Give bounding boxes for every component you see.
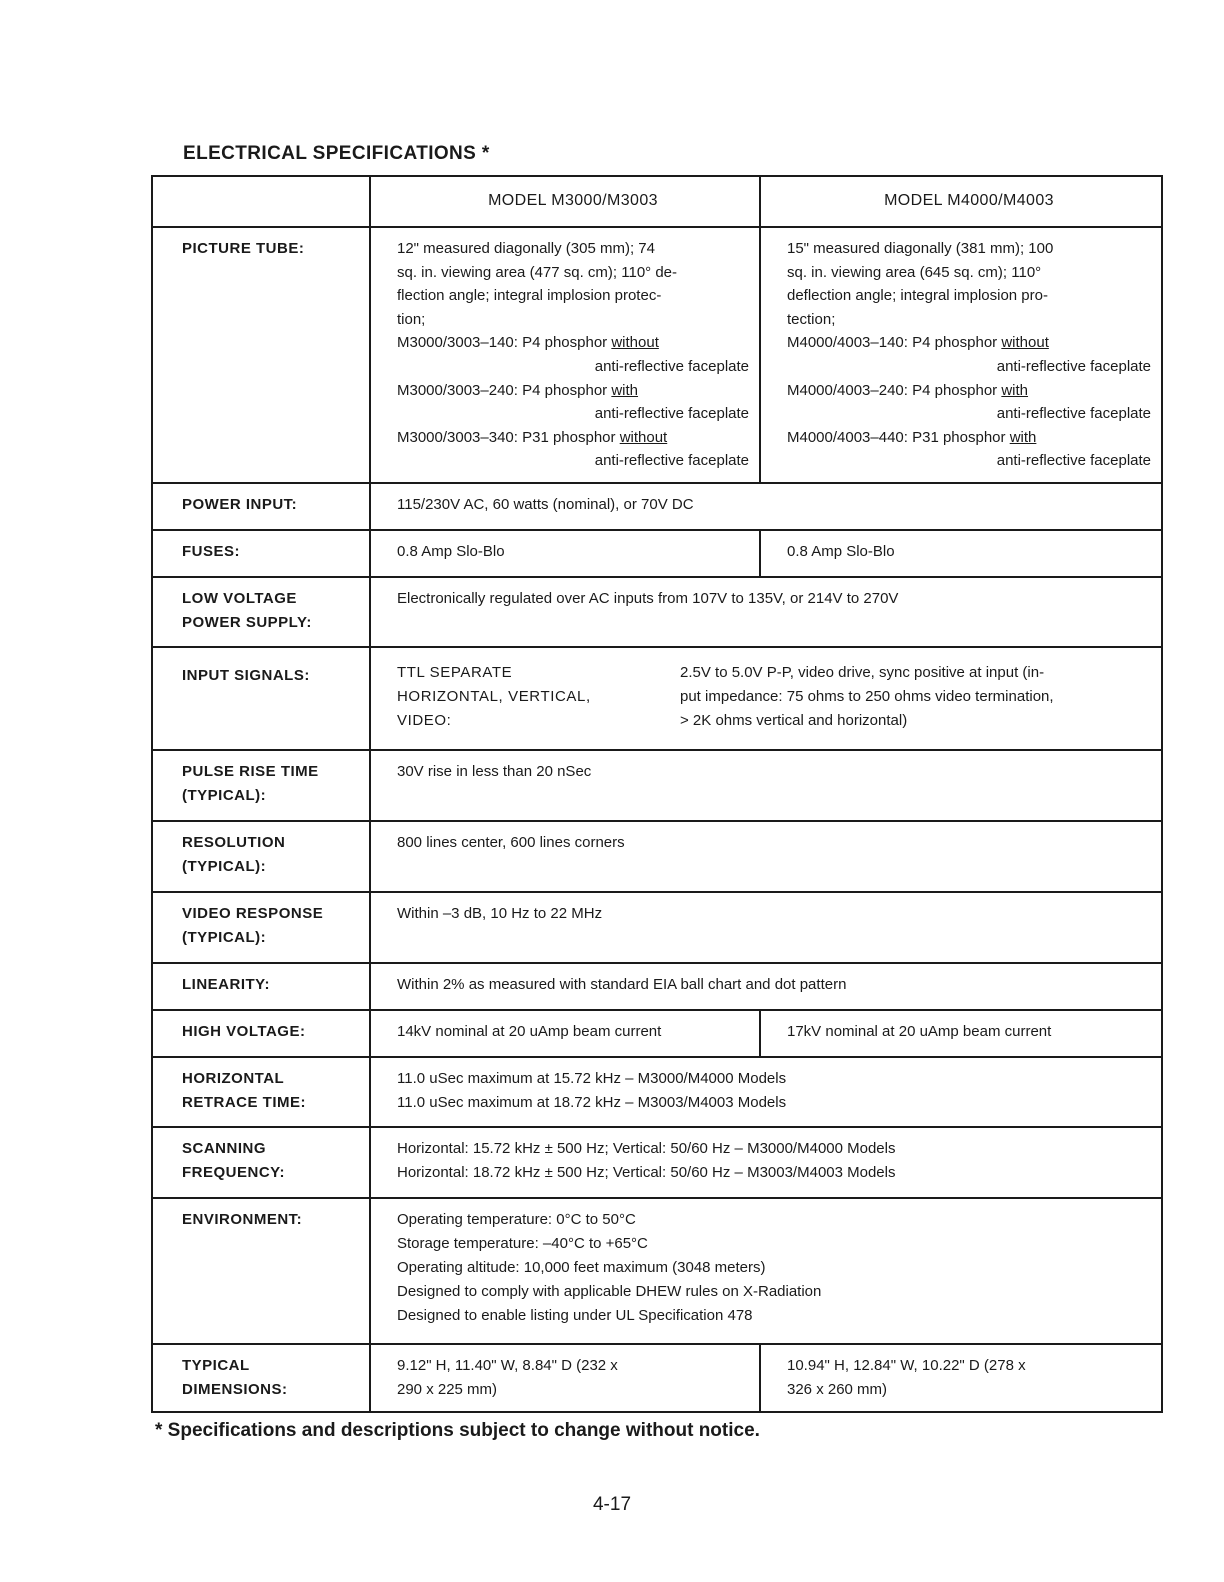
label-dimensions: TYPICAL DIMENSIONS: — [152, 1344, 370, 1412]
value-environment: Operating temperature: 0°C to 50°C Storage temperature: –40°C to +65°C Operating altitude: 10,000 feet maximum (3048 meters) Designed to comply with applicable DHEW rules on X-Radiation Designed to enable listing under UL Specification 478 — [370, 1198, 1162, 1344]
label-fuses: FUSES: — [152, 530, 370, 577]
value-dimensions-m3000: 9.12" H, 11.40" W, 8.84" D (232 x 290 x 225 mm) — [370, 1344, 760, 1412]
row-scanning-frequency — [152, 1127, 1162, 1198]
row-input-signals — [152, 647, 1162, 750]
value-high-voltage-m3000: 14kV nominal at 20 uAmp beam current — [370, 1010, 760, 1057]
label-power-input: POWER INPUT: — [152, 483, 370, 530]
value-high-voltage-m4000: 17kV nominal at 20 uAmp beam current — [760, 1010, 1162, 1057]
value-resolution: 800 lines center, 600 lines corners — [370, 821, 1162, 892]
value-video-response: Within –3 dB, 10 Hz to 22 MHz — [370, 892, 1162, 963]
page-title: ELECTRICAL SPECIFICATIONS * — [183, 143, 490, 164]
picture-tube-m4000: 15" measured diagonally (381 mm); 100 sq. in. viewing area (645 sq. cm); 110° deflection angle; integral implosion pro- tection; M4000/4003–140: P4 phosphor without anti-reflective faceplate M4000/4003–240: P4 phosphor with anti-reflective faceplate M4000/4003–440: P31 phosphor with anti-reflective faceplate — [760, 227, 1162, 483]
footnote: * Specifications and descriptions subject to change without notice. — [155, 1420, 760, 1441]
label-picture-tube: PICTURE TUBE: — [152, 227, 370, 483]
label-input-signals: INPUT SIGNALS: — [152, 647, 370, 750]
label-video-response: VIDEO RESPONSE (TYPICAL): — [152, 892, 370, 963]
value-pulse-rise-time: 30V rise in less than 20 nSec — [370, 750, 1162, 821]
value-low-voltage: Electronically regulated over AC inputs from 107V to 135V, or 214V to 270V — [370, 577, 1162, 647]
row-video-response — [152, 892, 1162, 963]
label-pulse-rise-time: PULSE RISE TIME (TYPICAL): — [152, 750, 370, 821]
row-low-voltage — [152, 577, 1162, 647]
row-fuses — [152, 530, 1162, 577]
header-blank — [152, 176, 370, 227]
label-scanning-frequency: SCANNING FREQUENCY: — [152, 1127, 370, 1198]
label-low-voltage: LOW VOLTAGE POWER SUPPLY: — [152, 577, 370, 647]
header-row — [152, 176, 1162, 227]
label-resolution: RESOLUTION (TYPICAL): — [152, 821, 370, 892]
value-fuses-m4000: 0.8 Amp Slo-Blo — [760, 530, 1162, 577]
label-environment: ENVIRONMENT: — [152, 1198, 370, 1344]
row-dimensions — [152, 1344, 1162, 1412]
row-power-input — [152, 483, 1162, 530]
row-resolution — [152, 821, 1162, 892]
specifications-table — [151, 175, 1163, 1413]
value-power-input: 115/230V AC, 60 watts (nominal), or 70V DC — [370, 483, 1162, 530]
value-dimensions-m4000: 10.94" H, 12.84" W, 10.22" D (278 x 326 x 260 mm) — [760, 1344, 1162, 1412]
row-retrace-time — [152, 1057, 1162, 1127]
row-high-voltage — [152, 1010, 1162, 1057]
row-linearity — [152, 963, 1162, 1010]
label-linearity: LINEARITY: — [152, 963, 370, 1010]
row-environment — [152, 1198, 1162, 1344]
value-scanning-frequency: Horizontal: 15.72 kHz ± 500 Hz; Vertical: 50/60 Hz – M3000/M4000 Models Horizontal: 18.72 kHz ± 500 Hz; Vertical: 50/60 Hz – M3003/M4003 Models — [370, 1127, 1162, 1198]
header-model-m3000: MODEL M3000/M3003 — [370, 176, 760, 227]
picture-tube-m3000: 12" measured diagonally (305 mm); 74 sq. in. viewing area (477 sq. cm); 110° de- flection angle; integral implosion protec- tion; M3000/3003–140: P4 phosphor without anti-reflective faceplate M3000/3003–240: P4 phosphor with anti-reflective faceplate M3000/3003–340: P31 phosphor without anti-reflective faceplate — [370, 227, 760, 483]
value-input-signals: TTL SEPARATE HORIZONTAL, VERTICAL, VIDEO: 2.5V to 5.0V P-P, video drive, sync positive at input (in- put impedance: 75 ohms to 250 ohms video termination, > 2K ohms vertical and horizontal) — [370, 647, 1162, 750]
label-high-voltage: HIGH VOLTAGE: — [152, 1010, 370, 1057]
row-picture-tube — [152, 227, 1162, 483]
value-retrace-time: 11.0 uSec maximum at 15.72 kHz – M3000/M4000 Models 11.0 uSec maximum at 18.72 kHz – M3003/M4003 Models — [370, 1057, 1162, 1127]
value-fuses-m3000: 0.8 Amp Slo-Blo — [370, 530, 760, 577]
page-number: 4-17 — [592, 1494, 632, 1515]
value-linearity: Within 2% as measured with standard EIA ball chart and dot pattern — [370, 963, 1162, 1010]
row-pulse-rise-time — [152, 750, 1162, 821]
label-retrace-time: HORIZONTAL RETRACE TIME: — [152, 1057, 370, 1127]
header-model-m4000: MODEL M4000/M4003 — [760, 176, 1162, 227]
